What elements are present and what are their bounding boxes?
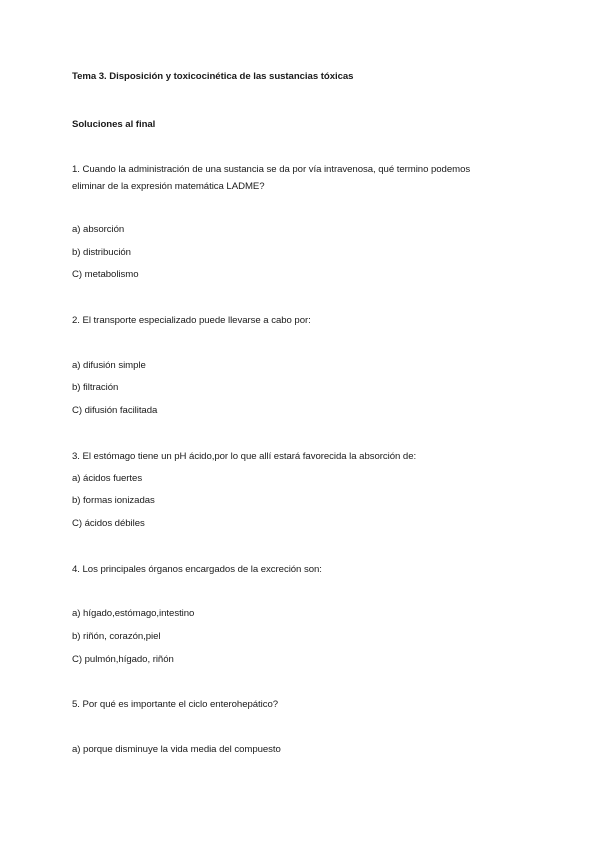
question-1-text-line-2: eliminar de la expresión matemática LADME? [72, 181, 265, 192]
question-2-option-b: b) filtración [72, 382, 119, 393]
question-4-option-a: a) hígado,estómago,intestino [72, 608, 195, 619]
question-3-text: 3. El estómago tiene un pH ácido,por lo que allí estará favorecida la absorción de: [72, 451, 417, 462]
question-1-option-b: b) distribución [72, 247, 131, 258]
question-5-option-a: a) porque disminuye la vida media del compuesto [72, 744, 281, 755]
document-title: Tema 3. Disposición y toxicocinética de las sustancias tóxicas [72, 71, 354, 82]
question-3-option-a: a) ácidos fuertes [72, 473, 143, 484]
question-1-text-line-1: 1. Cuando la administración de una sustancia se da por vía intravenosa, qué termino podemos [72, 164, 471, 175]
question-2-text: 2. El transporte especializado puede llevarse a cabo por: [72, 315, 311, 326]
document-subtitle: Soluciones al final [72, 119, 156, 130]
question-3-option-b: b) formas ionizadas [72, 495, 155, 506]
question-2-option-c: C) difusión facilitada [72, 405, 158, 416]
question-3-option-c: C) ácidos débiles [72, 518, 145, 529]
question-1-option-c: C) metabolismo [72, 269, 139, 280]
question-1-option-a: a) absorción [72, 224, 125, 235]
question-2-option-a: a) difusión simple [72, 360, 146, 371]
question-4-option-b: b) riñón, corazón,piel [72, 631, 161, 642]
question-4-text: 4. Los principales órganos encargados de la excreción son: [72, 564, 322, 575]
question-5-text: 5. Por qué es importante el ciclo enterohepático? [72, 699, 279, 710]
question-4-option-c: C) pulmón,hígado, riñón [72, 654, 174, 665]
